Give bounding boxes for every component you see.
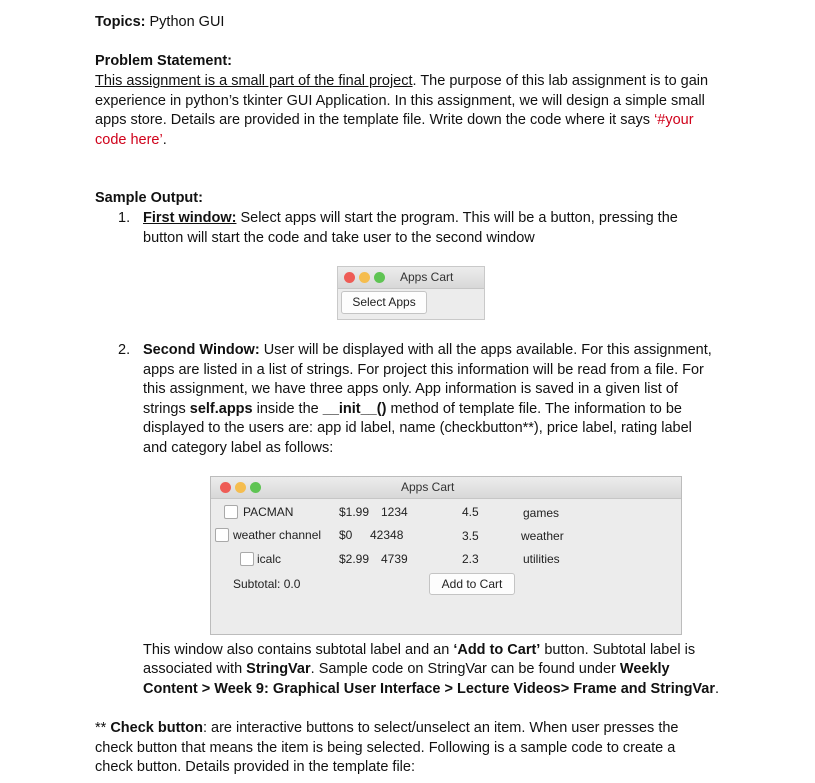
item2-init: __init__() — [322, 401, 387, 417]
problem-line-3-red: ‘#your — [654, 112, 694, 128]
after-line-3 — [143, 679, 719, 699]
problem-line-3 — [95, 110, 694, 130]
close-dot-icon[interactable] — [220, 482, 231, 493]
after-stringvar: StringVar — [246, 661, 311, 677]
maximize-dot-icon[interactable] — [250, 482, 261, 493]
app-price: $0 — [339, 528, 353, 542]
problem-line-4 — [95, 130, 167, 150]
window-1-titlebar — [338, 267, 484, 289]
item1-label: First window: — [143, 210, 237, 226]
app-id: 1234 — [381, 505, 408, 519]
item1-number: 1. — [118, 210, 131, 226]
item2-line-1-text: User will be displayed with all the apps available. For this assignment, — [259, 342, 712, 358]
window-2-titlebar — [211, 477, 681, 499]
check-label: Check button — [110, 720, 203, 736]
item2-line-4-c: inside the — [252, 401, 323, 417]
app-category: weather — [521, 529, 564, 543]
item2-line-4-a: strings — [143, 401, 190, 417]
app-rating: 4.5 — [462, 505, 479, 519]
item2-line-4-e: method of template file. The information to be — [386, 401, 682, 417]
apps-cart-window-2 — [210, 476, 682, 635]
item2-line-3: this assignment, we have three apps only. App information is saved in a given list of — [143, 381, 678, 397]
after-weekly: Weekly — [619, 661, 670, 677]
check-stars: ** — [95, 720, 111, 736]
item2-line-5: displayed to the users are: app id label, name (checkbutton**), price label, rating label — [143, 420, 692, 436]
item1-line-2: button will start the code and take user to the second window — [143, 230, 535, 246]
item2-line-2: apps are listed in a list of strings. For project this information will be read from a file. For — [143, 362, 704, 378]
problem-line-4-red: code here’ — [95, 132, 163, 148]
app-price: $2.99 — [339, 552, 370, 566]
check-line-1 — [95, 718, 679, 738]
window-2-title: Apps Cart — [401, 480, 455, 494]
topics-line — [95, 12, 224, 32]
problem-line-3-text: apps store. Details are provided in the template file. Write down the code where it says — [95, 112, 655, 128]
minimize-dot-icon[interactable] — [359, 272, 370, 283]
app-id: 4739 — [381, 552, 408, 566]
problem-underlined: This assignment is a small part of the final project — [95, 73, 413, 89]
app-checkbox[interactable] — [240, 552, 254, 566]
app-name: PACMAN — [243, 505, 294, 519]
check-line-1-rest: : are interactive buttons to select/unselect an item. When user presses the — [202, 720, 679, 736]
select-apps-button[interactable]: Select Apps — [341, 291, 427, 314]
after-line-1-a: This window also contains subtotal label and an — [143, 642, 454, 658]
item2-self-apps: self.apps — [189, 401, 253, 417]
app-id: 42348 — [370, 528, 404, 542]
subtotal-label: Subtotal: 0.0 — [233, 577, 301, 591]
check-line-2: check button that means the item is being selected. Following is a sample code to create a — [95, 740, 676, 756]
app-name: weather channel — [233, 528, 322, 542]
item2-line-6: and category label as follows: — [143, 440, 334, 456]
app-rating: 3.5 — [462, 529, 479, 543]
app-price: $1.99 — [339, 505, 370, 519]
problem-line-1 — [95, 71, 708, 91]
topics-label: Topics: — [95, 14, 146, 30]
problem-line-1-rest: . The purpose of this lab assignment is to gain — [412, 73, 709, 89]
problem-line-2: experience in python’s tkinter GUI Application. In this assignment, we will design a simple small — [95, 93, 705, 109]
item2-number: 2. — [118, 342, 131, 358]
after-line-2-a: associated with — [143, 661, 247, 677]
problem-heading: Problem Statement: — [95, 53, 232, 69]
after-line-1-c: button. Subtotal label is — [540, 642, 696, 658]
item2-line-4 — [143, 399, 682, 419]
app-category: games — [523, 506, 560, 520]
after-line-2 — [143, 659, 670, 679]
app-name: icalc — [257, 552, 282, 566]
apps-cart-window-1 — [337, 266, 485, 320]
minimize-dot-icon[interactable] — [235, 482, 246, 493]
maximize-dot-icon[interactable] — [374, 272, 385, 283]
sample-heading: Sample Output: — [95, 190, 203, 206]
item1-line-1-text: Select apps will start the program. This will be a button, pressing the — [236, 210, 678, 226]
app-checkbox[interactable] — [224, 505, 238, 519]
close-dot-icon[interactable] — [344, 272, 355, 283]
check-line-3: check button. Details provided in the template file: — [95, 759, 415, 775]
app-rating: 2.3 — [462, 552, 479, 566]
after-line-1 — [143, 640, 695, 660]
app-checkbox[interactable] — [215, 528, 229, 542]
item2-label: Second Window: — [143, 342, 260, 358]
topics-value: Python GUI — [145, 14, 225, 30]
problem-line-4-rest: . — [162, 132, 167, 148]
item1-line-1 — [143, 208, 678, 228]
app-category: utilities — [523, 552, 560, 566]
after-path: Content > Week 9: Graphical User Interface > Lecture Videos> Frame and StringVar — [143, 681, 716, 697]
after-line-3-end: . — [715, 681, 720, 697]
item2-line-1 — [143, 340, 712, 360]
after-line-2-c: . Sample code on StringVar can be found under — [310, 661, 620, 677]
window-1-title: Apps Cart — [400, 270, 454, 284]
add-to-cart-button[interactable]: Add to Cart — [429, 573, 515, 595]
after-add-to-cart: ‘Add to Cart’ — [453, 642, 541, 658]
